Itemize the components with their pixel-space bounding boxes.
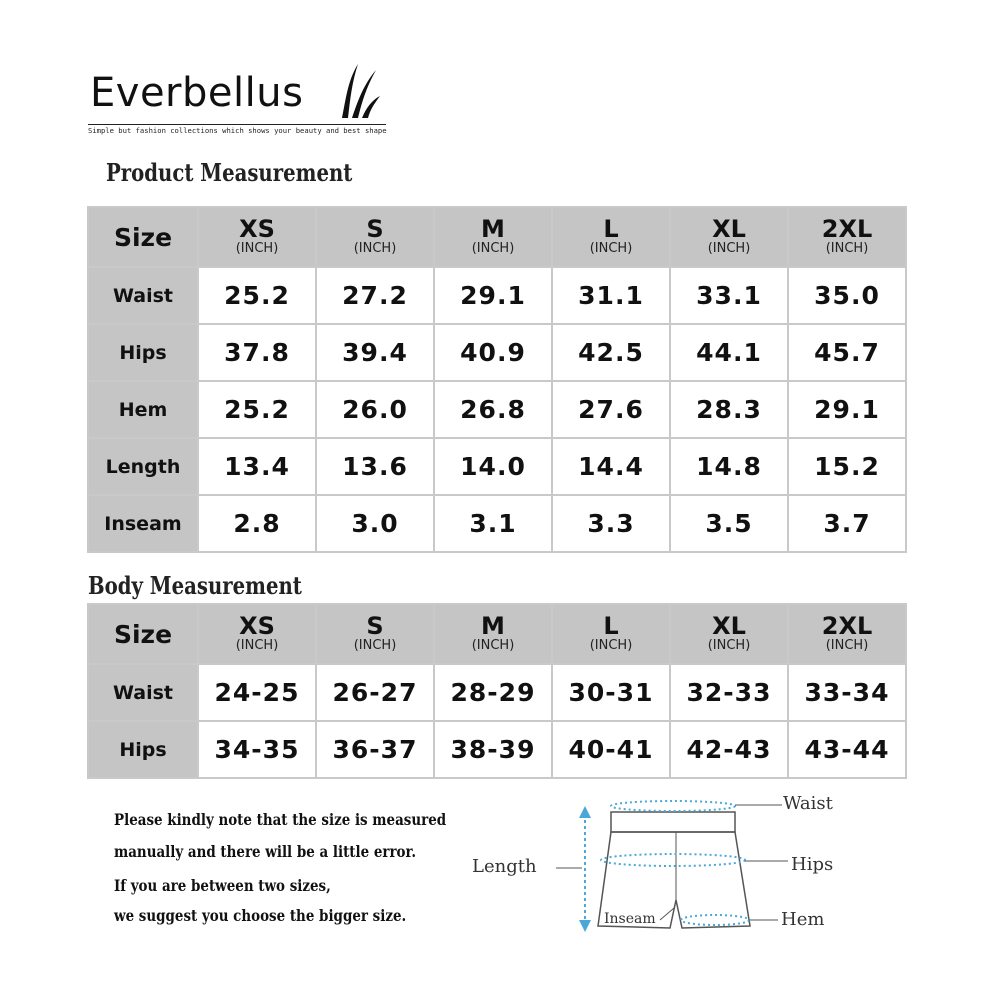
table-cell: 35.0 — [788, 267, 906, 324]
size-column-header: XS (INCH) — [198, 604, 316, 664]
table-cell: 3.5 — [670, 495, 788, 552]
table-row — [88, 324, 906, 381]
size-column-header: L (INCH) — [552, 604, 670, 664]
product-measurement-table — [87, 206, 907, 553]
table-cell: 40.9 — [434, 324, 552, 381]
hem-label: Hem — [781, 909, 825, 930]
table-cell: 2.8 — [198, 495, 316, 552]
table-cell: 45.7 — [788, 324, 906, 381]
size-column-header: S (INCH) — [316, 604, 434, 664]
table-cell: 38-39 — [434, 721, 552, 778]
size-column-header: XS (INCH) — [198, 207, 316, 267]
size-column-header: L (INCH) — [552, 207, 670, 267]
table-cell: 3.1 — [434, 495, 552, 552]
table-cell: 14.8 — [670, 438, 788, 495]
table-header-row — [88, 207, 906, 267]
table-cell: 26-27 — [316, 664, 434, 721]
size-corner-label: Size — [88, 207, 198, 267]
note-line: If you are between two sizes, — [114, 876, 331, 895]
table-cell: 30-31 — [552, 664, 670, 721]
table-cell: 29.1 — [434, 267, 552, 324]
table-cell: 14.0 — [434, 438, 552, 495]
size-column-header: XL (INCH) — [670, 604, 788, 664]
table-row — [88, 381, 906, 438]
brand-logo — [88, 62, 393, 142]
size-column-header: S (INCH) — [316, 207, 434, 267]
leaf-swoosh-icon — [336, 62, 382, 120]
table-cell: 24-25 — [198, 664, 316, 721]
table-cell: 42.5 — [552, 324, 670, 381]
row-label: Waist — [88, 267, 198, 324]
row-label: Waist — [88, 664, 198, 721]
table-cell: 3.3 — [552, 495, 670, 552]
shorts-measurement-diagram — [470, 790, 870, 940]
table-cell: 13.4 — [198, 438, 316, 495]
table-cell: 14.4 — [552, 438, 670, 495]
table-row — [88, 267, 906, 324]
note-line: manually and there will be a little error. — [114, 842, 417, 861]
table-cell: 43-44 — [788, 721, 906, 778]
table-cell: 28-29 — [434, 664, 552, 721]
size-column-header: M (INCH) — [434, 604, 552, 664]
length-label: Length — [472, 856, 537, 877]
table-row — [88, 495, 906, 552]
size-column-header: 2XL (INCH) — [788, 207, 906, 267]
size-corner-label: Size — [88, 604, 198, 664]
table-cell: 26.0 — [316, 381, 434, 438]
hips-label: Hips — [791, 854, 834, 875]
inseam-label: Inseam — [604, 911, 656, 927]
table-cell: 28.3 — [670, 381, 788, 438]
table-cell: 33-34 — [788, 664, 906, 721]
table-cell: 39.4 — [316, 324, 434, 381]
table-row — [88, 721, 906, 778]
table-cell: 44.1 — [670, 324, 788, 381]
note-line: we suggest you choose the bigger size. — [114, 906, 407, 925]
body-measurement-table — [87, 603, 907, 779]
table-cell: 3.0 — [316, 495, 434, 552]
table-header-row — [88, 604, 906, 664]
row-label: Length — [88, 438, 198, 495]
row-label: Inseam — [88, 495, 198, 552]
table-cell: 32-33 — [670, 664, 788, 721]
body-measurement-title: Body Measurement — [88, 571, 302, 600]
product-measurement-title: Product Measurement — [106, 158, 353, 187]
table-row — [88, 438, 906, 495]
brand-tagline: Simple but fashion collections which shows your beauty and best shape — [88, 126, 387, 135]
table-cell: 29.1 — [788, 381, 906, 438]
row-label: Hem — [88, 381, 198, 438]
size-column-header: 2XL (INCH) — [788, 604, 906, 664]
waist-label: Waist — [783, 793, 833, 814]
table-cell: 3.7 — [788, 495, 906, 552]
table-cell: 40-41 — [552, 721, 670, 778]
table-cell: 27.6 — [552, 381, 670, 438]
size-column-header: XL (INCH) — [670, 207, 788, 267]
row-label: Hips — [88, 324, 198, 381]
note-line: Please kindly note that the size is measured — [114, 810, 447, 829]
size-column-header: M (INCH) — [434, 207, 552, 267]
row-label: Hips — [88, 721, 198, 778]
table-cell: 42-43 — [670, 721, 788, 778]
table-cell: 15.2 — [788, 438, 906, 495]
table-cell: 34-35 — [198, 721, 316, 778]
table-cell: 13.6 — [316, 438, 434, 495]
table-row — [88, 664, 906, 721]
table-cell: 25.2 — [198, 381, 316, 438]
table-cell: 26.8 — [434, 381, 552, 438]
table-cell: 37.8 — [198, 324, 316, 381]
brand-underline — [88, 124, 386, 125]
table-cell: 25.2 — [198, 267, 316, 324]
table-cell: 31.1 — [552, 267, 670, 324]
table-cell: 33.1 — [670, 267, 788, 324]
table-cell: 36-37 — [316, 721, 434, 778]
brand-name: Everbellus — [90, 70, 304, 116]
table-cell: 27.2 — [316, 267, 434, 324]
